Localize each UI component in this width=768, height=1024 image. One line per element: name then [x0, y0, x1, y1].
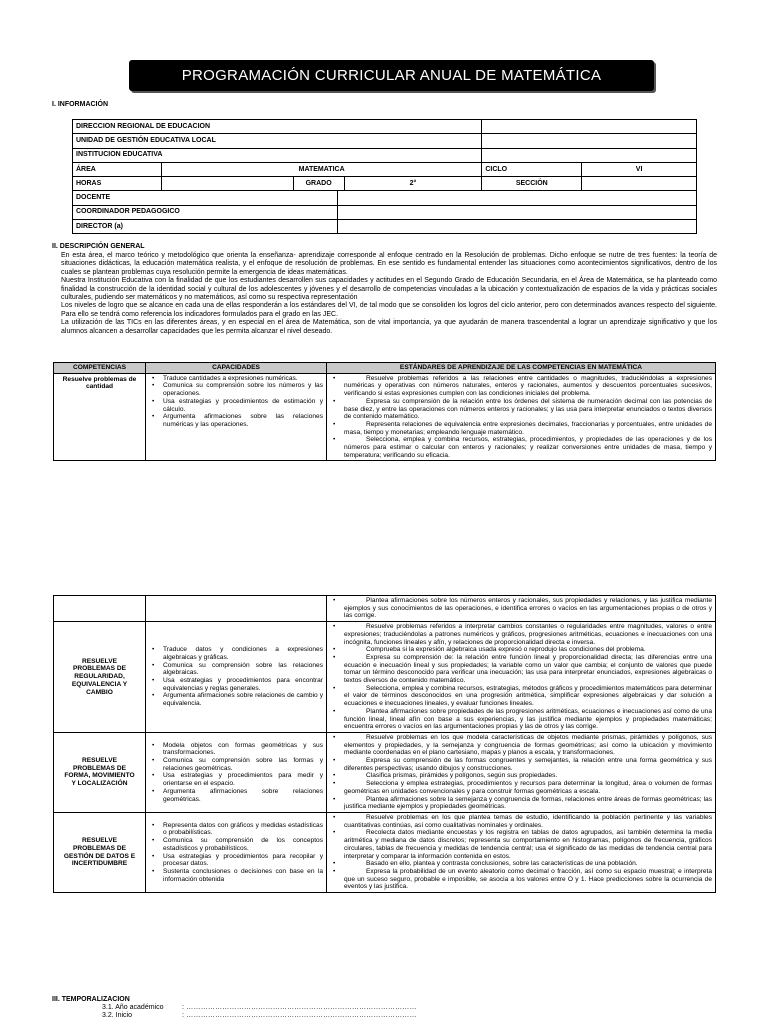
page-title: PROGRAMACIÓN CURRICULAR ANUAL DE MATEMÁTICA — [129, 60, 654, 91]
info-label-ciclo: CICLO — [482, 162, 582, 176]
capacity-item: • Sustenta conclusiones o decisiones con base en la información obtenida — [150, 868, 323, 883]
capacity-item: • Comunica su comprensión de los conceptos estadísticos y probabilísticos. — [150, 837, 323, 852]
competencies-table-part1 — [53, 362, 716, 461]
standard-item: • Resuelve problemas en los que plantea temas de estudio, identificando la población pertinente y las variables cuantitativas continúas, así como cualitativas nominales y ordinales. — [331, 814, 712, 829]
standard-item: • Comprueba si la expresión algebraica usada expresó o reprodujo las condiciones del problema. — [331, 646, 712, 654]
standard-item: • Selecciona, emplea y combina recursos, estrategias, procedimientos, y propiedades de las operaciones y de los números para estimar o calcular con enteros y racionales; y realizar conversiones entre unidades de masa, tiempo y temperatura; verificando su eficacia. — [331, 436, 712, 459]
standards-cell — [327, 596, 716, 622]
capacity-item: • Comunica su comprensión sobre los números y las operaciones. — [150, 382, 323, 397]
standards-cell — [327, 622, 716, 733]
capacity-item: • Traduce datos y condiciones a expresiones algebraicas y gráficas. — [150, 646, 323, 661]
table-row — [54, 622, 716, 733]
temporal-label: 3.2. Inicio — [102, 1012, 132, 1020]
capacity-item: • Comunica su comprensión sobre las formas y relaciones geométricas. — [150, 757, 323, 772]
info-label-coordinador: COORDINADOR PEDAGOGICO — [73, 205, 338, 219]
info-value-director — [337, 220, 696, 234]
section-temporalizacion-title: III. TEMPORALIZACION — [52, 996, 130, 1003]
capacities-cell — [146, 732, 327, 812]
description-paragraph: Los niveles de logro que se alcance en cada una de ellas responderán a los estándares del VI, de tal modo que se consoliden los logros del ciclo anterior, pero con determinados avances respecto del siguiente. Para ello se tendrá como referencia los indicadores formulados para el grado en las JEC. — [61, 302, 717, 318]
standard-item: • Resuelve problemas referidos a interpretar cambios constantes o regularidades entre magnitudes, valores o entre expresiones; traduciéndolas a patrones numéricos y gráficos, progresiones aritméticas, ecuaciones e inecuaciones con una incógnita, funciones lineales y afín, y relaciones de proporcionalidad directa e inversa. — [331, 623, 712, 646]
standard-item: • Plantea afirmaciones sobre la semejanza y congruencia de formas, relaciones entre áreas de formas geométricas; las justifica mediante ejemplos y propiedades geométricas. — [331, 796, 712, 811]
competencies-table-part2 — [53, 595, 716, 893]
standard-item: • Selecciona, emplea y combina recursos, estrategias, métodos gráficos y procedimientos matemáticos para determinar el valor de términos desconocidos en una progresión aritmética, simplificar expresiones algebraicas y dar solución a ecuaciones e inecuaciones lineales, y evaluar funciones lineales. — [331, 685, 712, 708]
standard-item: • Representa relaciones de equivalencia entre expresiones decimales, fraccionarias y porcentuales, entre unidades de masa, tiempo y monetarias; empleando lenguaje matemático. — [331, 421, 712, 436]
capacity-item: • Argumenta afirmaciones sobre relaciones de cambio y equivalencia. — [150, 692, 323, 707]
temporalizacion-section — [52, 996, 552, 1020]
info-label-area: ÁREA — [73, 162, 162, 176]
competency-name — [54, 596, 146, 622]
standard-item: • Selecciona y emplea estrategias, procedimientos y recursos para determinar la longitud, área o volumen de formas geométricas en unidades convencionales y para construir formas geométricas a escala. — [331, 780, 712, 795]
description-paragraph: En esta área, el marco teórico y metodológico que orienta la enseñanza- aprendizaje corresponde al enfoque centrado en la Resolución de problemas. Dicho enfoque se nutre de tres fuentes: la teoría de situaciones didácticas, la educación matemática realista, y el enfoque de resolución de problemas. En ese sentido es fundamental entender las situaciones como acontecimientos significativos, dentro de los cuales se plantean problemas cuya resolución permite la emergencia de ideas matemáticas. — [61, 252, 717, 276]
standards-cell — [327, 812, 716, 892]
standard-item: • Expresa su comprensión de: la relación entre función lineal y proporcionalidad directa; las diferencias entre una ecuación e inecuación lineal y sus propiedades; la variable como un valor que cambia; el conjunto de valores que puede tomar un término desconocido para verificar una inecuación; las usa para interpretar enunciados, expresiones algebraicas o textos diversos de contenido matemático. — [331, 654, 712, 685]
capacity-item: • Modela objetos con formas geométricas y sus transformaciones. — [150, 742, 323, 757]
capacity-item: • Usa estrategias y procedimientos de estimación y cálculo. — [150, 398, 323, 413]
standard-item: • Recolecta datos mediante encuestas y los registra en tablas de datos agrupados, así también determina la media aritmética y mediana de datos discretos; representa su comportamiento en histogramas, polígonos de frecuencia, gráficos circulares, tablas de frecuencia y medidas de tendencia central; usa el significado de las medidas de tendencia central para interpretar y comparar la información contenida en estos. — [331, 829, 712, 860]
standard-item: • Resuelve problemas referidos a las relaciones entre cantidades o magnitudes, traduciéndolas a expresiones numéricas y operativas con números naturales, enteros y racionales, aumentos y descuentos porcentuales sucesivos, verificando si estas expresiones cumplen con las condiciones iniciales del problema. — [331, 375, 712, 398]
competency-name: RESUELVE PROBLEMAS DE REGULARIDAD, EQUIVALENCIA Y CAMBIO — [54, 622, 146, 733]
capacities-cell — [146, 812, 327, 892]
info-label-director: DIRECTOR (a) — [73, 220, 338, 234]
info-value-ciclo: VI — [582, 162, 697, 176]
capacity-item: • Argumenta afirmaciones sobre las relaciones numéricas y las operaciones. — [150, 413, 323, 428]
section-descripcion-title: II. DESCRIPCIÓN GENERAL — [52, 243, 145, 250]
list-item — [102, 1012, 552, 1020]
standards-cell — [327, 373, 716, 461]
info-label-seccion: SECCIÓN — [482, 177, 582, 191]
description-paragraph: Nuestra Institución Educativa con la finalidad de que los estudiantes desarrollen sus capacidades y actitudes en el Segundo Grado de Educación Secundaria, en el Área de Matemática, se ha planteado como finalidad la construcción de la identidad social y cultural de los adolescentes y jóvenes y el desarrollo de competencias vinculadas a la ubicación y contextualización de espacios de la vida y prácticas sociales culturales, pudiendo ser matemáticos y no matemáticos, así como su respectiva representación — [61, 277, 717, 301]
table-row — [54, 596, 716, 622]
standard-item: • Basado en ello, plantea y contrasta conclusiones, sobre las características de una población. — [331, 860, 712, 868]
info-value-area: MATEMATICA — [161, 162, 481, 176]
standard-item: • Expresa su comprensión de las formas congruentes y semejantes, la relación entre una forma geométrica y sus diferentes perspectivas; usando dibujos y construcciones. — [331, 757, 712, 772]
description-paragraph: La utilización de las TICs en las diferentes áreas, y en especial en el área de Matemática, son de vital importancia, ya que ayudarán de manera trascendental a lograr un aprendizaje significativo y que los alumnos alcancen a desarrollar capacidades que les permita alcanzar el nivel deseado. — [61, 319, 717, 335]
competency-name: Resuelve problemas de cantidad — [54, 373, 146, 461]
standard-item: • Plantea afirmaciones sobre los números enteros y racionales, sus propiedades y relaciones, y las justifica mediante ejemplos y sus conocimientos de las operaciones, e identifica errores o vacíos en las argumentaciones propias o de otros y las corrige. — [331, 597, 712, 620]
description-text — [61, 252, 717, 336]
info-table — [72, 119, 697, 234]
standard-item: • Resuelve problemas en los que modela características de objetos mediante prismas, pirámides y polígonos, sus elementos y propiedades, y la semejanza y congruencia de formas geométricas; así como la ubicación y movimiento mediante coordenadas en el plano cartesiano, mapas y planos a escala, y transformaciones. — [331, 734, 712, 757]
table-row — [54, 732, 716, 812]
capacities-cell — [146, 596, 327, 622]
info-value-ugel — [482, 134, 697, 148]
info-value-docente — [337, 191, 696, 205]
info-label-ugel: UNIDAD DE GESTIÓN EDUCATIVA LOCAL — [73, 134, 482, 148]
header-capacidades: CAPACIDADES — [146, 363, 327, 374]
capacities-cell — [146, 622, 327, 733]
info-value-dre — [482, 120, 697, 134]
info-value-grado: 2° — [344, 177, 482, 191]
standard-item: • Expresa la probabilidad de un evento aleatorio como decimal o fracción, así como su espacio muestral; e interpreta que un suceso seguro, probable e imposible, se asocia a los valores entre O y 1. Hace predicciones sobre la ocurrencia de eventos y las justifica. — [331, 868, 712, 891]
capacity-item: • Usa estrategias y procedimientos para encontrar equivalencias y reglas generales. — [150, 677, 323, 692]
temporal-label: 3.1. Año académico — [102, 1004, 164, 1012]
info-label-grado: GRADO — [293, 177, 344, 191]
capacity-item: • Comunica su comprensión sobre las relaciones algebraicas. — [150, 662, 323, 677]
info-label-horas: HORAS — [73, 177, 162, 191]
header-competencias: COMPETENCIAS — [54, 363, 146, 374]
standard-item: • Plantea afirmaciones sobre propiedades de las progresiones aritméticas, ecuaciones e inecuaciones así como de una función lineal, lineal afín con base a sus experiencias, y las justifica mediante ejemplos y propiedades matemáticas; encuentra errores o vacíos en las argumentaciones propias y las de otros y las corrige. — [331, 708, 712, 731]
capacity-item: • Representa datos con gráficos y medidas estadísticas o probabilísticas. — [150, 822, 323, 837]
standards-cell — [327, 732, 716, 812]
competency-name: RESUELVE PROBLEMAS DE FORMA, MOVIMIENTO Y LOCALIZACIÓN — [54, 732, 146, 812]
section-informacion-title: I. INFORMACIÓN — [52, 101, 108, 108]
info-value-seccion — [582, 177, 697, 191]
info-value-coordinador — [337, 205, 696, 219]
capacity-item: • Usa estrategias y procedimientos para recopilar y procesar datos. — [150, 853, 323, 868]
info-value-horas — [161, 177, 293, 191]
standard-item: • Clasifica prismas, pirámides y polígonos, según sus propiedades. — [331, 772, 712, 780]
standard-item: • Expresa su comprensión de la relación entre los órdenes del sistema de numeración decimal con las potencias de base diez, y entre las operaciones con números enteros y racionales; y las usa para interpretar enunciados o textos diversos de contenido matemático. — [331, 398, 712, 421]
temporal-value: : …………………………………………………………………………………… — [182, 1004, 417, 1012]
header-estandares: ESTÁNDARES DE APRENDIZAJE DE LAS COMPETENCIAS EN MATEMÁTICA — [327, 363, 716, 374]
list-item — [102, 1004, 552, 1012]
table-row — [54, 812, 716, 892]
info-value-ie — [482, 148, 697, 162]
info-label-ie: INSTITUCION EDUCATIVA — [73, 148, 482, 162]
capacity-item: • Argumenta afirmaciones sobre relaciones geométricas. — [150, 788, 323, 803]
capacity-item: • Traduce cantidades a expresiones numéricas. — [150, 375, 323, 383]
capacity-item: • Usa estrategias y procedimientos para medir y orientarse en el espacio. — [150, 772, 323, 787]
info-label-docente: DOCENTE — [73, 191, 338, 205]
info-label-dre: DIRECCION REGIONAL DE EDUCACION — [73, 120, 482, 134]
competency-name: RESUELVE PROBLEMAS DE GESTIÓN DE DATOS E INCERTIDUMBRE — [54, 812, 146, 892]
table-row — [54, 373, 716, 461]
capacities-cell — [146, 373, 327, 461]
temporal-value: : …………………………………………………………………………………… — [182, 1012, 417, 1020]
